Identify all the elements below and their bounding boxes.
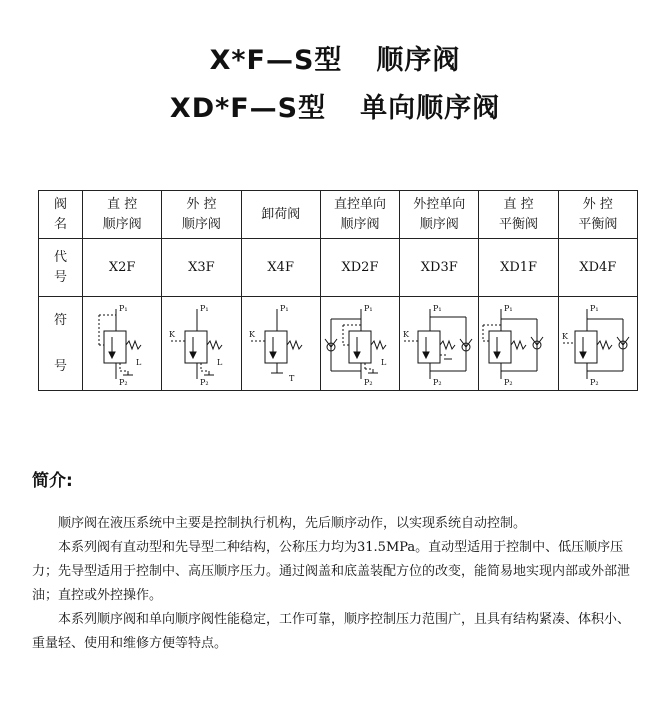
svg-text:P₁: P₁ [119, 303, 128, 313]
title-line-1 [0, 38, 670, 77]
name-cell: 外控单向 顺序阀 [400, 191, 479, 239]
direct-check-sequence-valve-icon [321, 301, 401, 387]
code-cell: X3F [162, 239, 241, 297]
intro-text [32, 512, 642, 656]
symbol-cell [320, 297, 399, 391]
external-balance-valve-icon [559, 301, 639, 387]
code-cell: X2F [83, 239, 162, 297]
svg-text:T: T [288, 373, 295, 383]
svg-text:P₂: P₂ [504, 377, 513, 387]
unloading-valve-icon [245, 301, 317, 387]
valve-spec-table [38, 190, 638, 391]
code-cell: X4F [241, 239, 320, 297]
table-row-symbol [39, 297, 638, 391]
table-row-name [39, 191, 638, 239]
title-2-name: 单向顺序阀 [360, 93, 501, 124]
svg-text:K: K [403, 329, 410, 339]
symbol-cell [558, 297, 637, 391]
external-check-sequence-valve-icon [400, 301, 480, 387]
row-label-symbol: 符 号 [39, 297, 83, 391]
svg-text:K: K [561, 331, 568, 341]
external-sequence-valve-icon [165, 301, 237, 387]
svg-text:P₁: P₁ [589, 303, 599, 313]
svg-text:L: L [380, 357, 387, 367]
title-line-2 [0, 86, 670, 125]
svg-text:P₁: P₁ [363, 303, 373, 313]
svg-text:P₁: P₁ [433, 303, 442, 313]
direct-balance-valve-icon [479, 301, 559, 387]
intro-heading: 简介: [32, 471, 73, 491]
row-label-code: 代 号 [39, 239, 83, 297]
symbol-cell [241, 297, 320, 391]
svg-text:P₁: P₁ [279, 303, 289, 313]
intro-paragraph: 本系列阀有直动型和先导型二种结构，公称压力均为31.5MPa。直动型适用于控制中、低压顺序压力；先导型适用于控制中、高压顺序压力。通过阀盖和底盖装配方位的改变，能简易地实现内部或外部泄油；直控或外控操作。 [32, 540, 631, 603]
symbol-cell [479, 297, 558, 391]
svg-text:L: L [136, 357, 142, 367]
symbol-cell [162, 297, 241, 391]
code-cell: XD1F [479, 239, 558, 297]
svg-text:P₂: P₂ [200, 377, 210, 387]
name-cell: 直控单向 顺序阀 [320, 191, 399, 239]
svg-text:K: K [248, 329, 255, 339]
intro-paragraph: 顺序阀在液压系统中主要是控制执行机构，先后顺序动作，以实现系统自动控制。 [58, 516, 527, 531]
svg-text:P₂: P₂ [589, 377, 599, 387]
direct-sequence-valve-icon [86, 301, 158, 387]
symbol-cell [83, 297, 162, 391]
svg-text:P₁: P₁ [504, 303, 513, 313]
svg-text:P₂: P₂ [363, 377, 373, 387]
name-cell: 直 控 平衡阀 [479, 191, 558, 239]
code-cell: XD3F [400, 239, 479, 297]
title-1-model: X*F—S型 [209, 45, 343, 76]
table-row-code [39, 239, 638, 297]
title-2-model: XD*F—S型 [169, 93, 327, 124]
name-cell: 卸荷阀 [241, 191, 320, 239]
name-cell: 外 控 平衡阀 [558, 191, 637, 239]
name-cell: 外 控 顺序阀 [162, 191, 241, 239]
intro-paragraph: 本系列顺序阀和单向顺序阀性能稳定，工作可靠，顺序控制压力范围广，且具有结构紧凑、体积小、重量轻、使用和维修方便等特点。 [32, 612, 631, 651]
symbol-cell [400, 297, 479, 391]
code-cell: XD4F [558, 239, 637, 297]
svg-text:P₂: P₂ [433, 377, 442, 387]
svg-text:P₁: P₁ [200, 303, 210, 313]
title-1-name: 顺序阀 [376, 45, 461, 76]
name-cell: 直 控 顺序阀 [83, 191, 162, 239]
svg-text:P₂: P₂ [119, 377, 128, 387]
svg-text:L: L [217, 357, 223, 367]
svg-text:K: K [169, 329, 176, 339]
row-label-name: 阀 名 [39, 191, 83, 239]
code-cell: XD2F [320, 239, 399, 297]
